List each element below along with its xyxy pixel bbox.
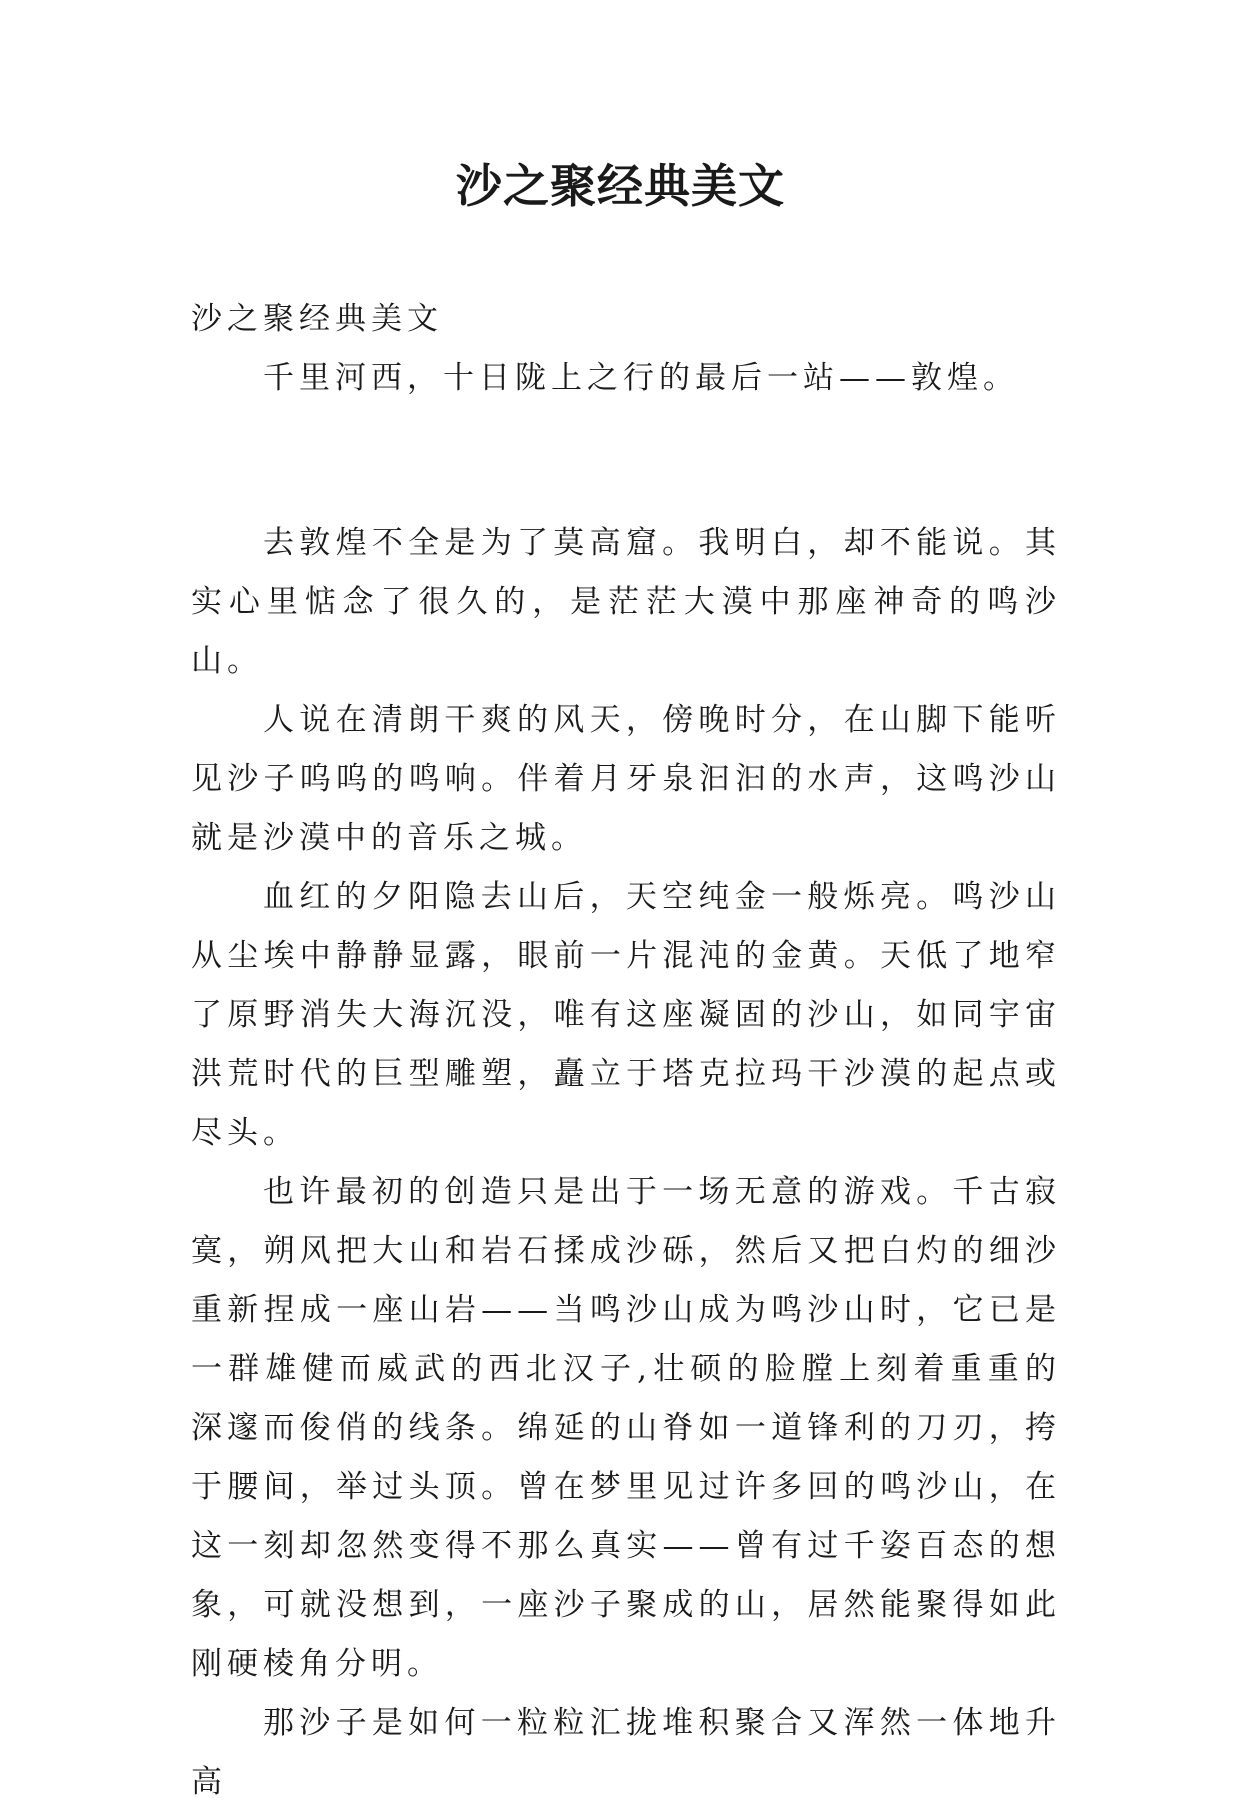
paragraph: 人说在清朗干爽的风天，傍晚时分，在山脚下能听见沙子呜呜的鸣响。伴着月牙泉汩汩的水声，这鸣沙山就是沙漠中的音乐之城。 (191, 702, 1061, 856)
paragraph: 血红的夕阳隐去山后，天空纯金一般烁亮。鸣沙山从尘埃中静静显露，眼前一片混沌的金黄。天低了地窄了原野消失大海沉没，唯有这座凝固的沙山，如同宇宙洪荒时代的巨型雕塑，矗立于塔克拉玛干沙漠的起点或尽头。 (191, 879, 1061, 1151)
paragraph: 也许最初的创造只是出于一场无意的游戏。千古寂寞，朔风把大山和岩石揉成沙砾，然后又把白灼的细沙重新捏成一座山岩——当鸣沙山成为鸣沙山时，它已是一群雄健而威武的西北汉子,壮硕的脸膛上刻着重重的深邃而俊俏的线条。绵延的山脊如一道锋利的刀刃，挎于腰间，举过头顶。曾在梦里见过许多回的鸣沙山，在这一刻却忽然变得不那么真实——曾有过千姿百态的想象，可就没想到，一座沙子聚成的山，居然能聚得如此刚硬棱角分明。 (191, 1174, 1061, 1682)
paragraph: 那沙子是如何一粒粒汇拢堆积聚合又浑然一体地升高 (191, 1705, 1061, 1800)
document-body (191, 290, 1061, 1812)
document-title: 沙之聚经典美文 (456, 159, 785, 213)
document-subtitle: 沙之聚经典美文 (191, 301, 443, 337)
blank-space (191, 408, 1061, 514)
paragraph: 千里河西，十日陇上之行的最后一站——敦煌。 (263, 360, 1019, 396)
paragraph: 去敦煌不全是为了莫高窟。我明白，却不能说。其实心里惦念了很久的，是茫茫大漠中那座神奇的鸣沙山。 (191, 525, 1061, 679)
